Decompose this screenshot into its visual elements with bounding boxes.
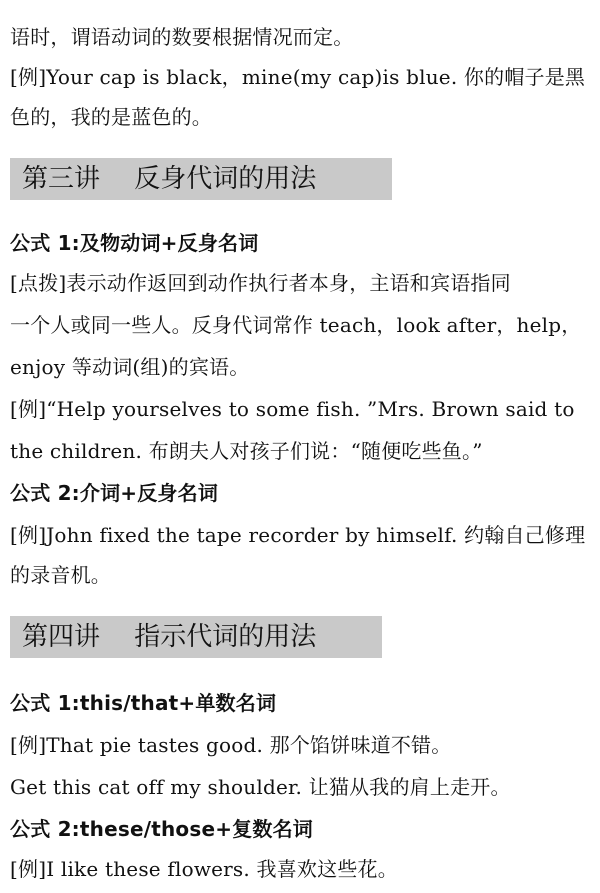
tip-line: 一个人或同一些人。反身代词常作 teach，look after，help，: [10, 313, 582, 337]
example-line: [例]John fixed the tape recorder by himself. 约翰自己修理: [10, 523, 586, 547]
example-line: 的录音机。: [10, 563, 111, 587]
example-line: [例]Your cap is black，mine(my cap)is blue. 你的帽子是黑: [10, 65, 586, 89]
tip-line: [点拨]表示动作返回到动作执行者本身，主语和宾语指同: [10, 271, 511, 295]
example-line: [例]“Help yourselves to some fish. ”Mrs. Brown said to: [10, 397, 575, 421]
formula-1: 公式 1:及物动词+反身名词: [10, 231, 259, 255]
section-heading-3: 第三讲 反身代词的用法: [10, 158, 392, 200]
example-line: the children. 布朗夫人对孩子们说：“随便吃些鱼。”: [10, 439, 483, 463]
formula-2: 公式 2:these/those+复数名词: [10, 817, 313, 841]
formula-2: 公式 2:介词+反身名词: [10, 481, 219, 505]
example-line: 色的，我的是蓝色的。: [10, 105, 212, 129]
text-line: 语时，谓语动词的数要根据情况而定。: [10, 25, 354, 49]
tip-line: enjoy 等动词(组)的宾语。: [10, 355, 250, 379]
formula-1: 公式 1:this/that+单数名词: [10, 691, 277, 715]
example-line: [例]I like these flowers. 我喜欢这些花。: [10, 857, 398, 881]
example-line: Get this cat off my shoulder. 让猫从我的肩上走开。: [10, 775, 511, 799]
example-line: [例]That pie tastes good. 那个馅饼味道不错。: [10, 733, 452, 757]
section-heading-4: 第四讲 指示代词的用法: [10, 616, 382, 658]
